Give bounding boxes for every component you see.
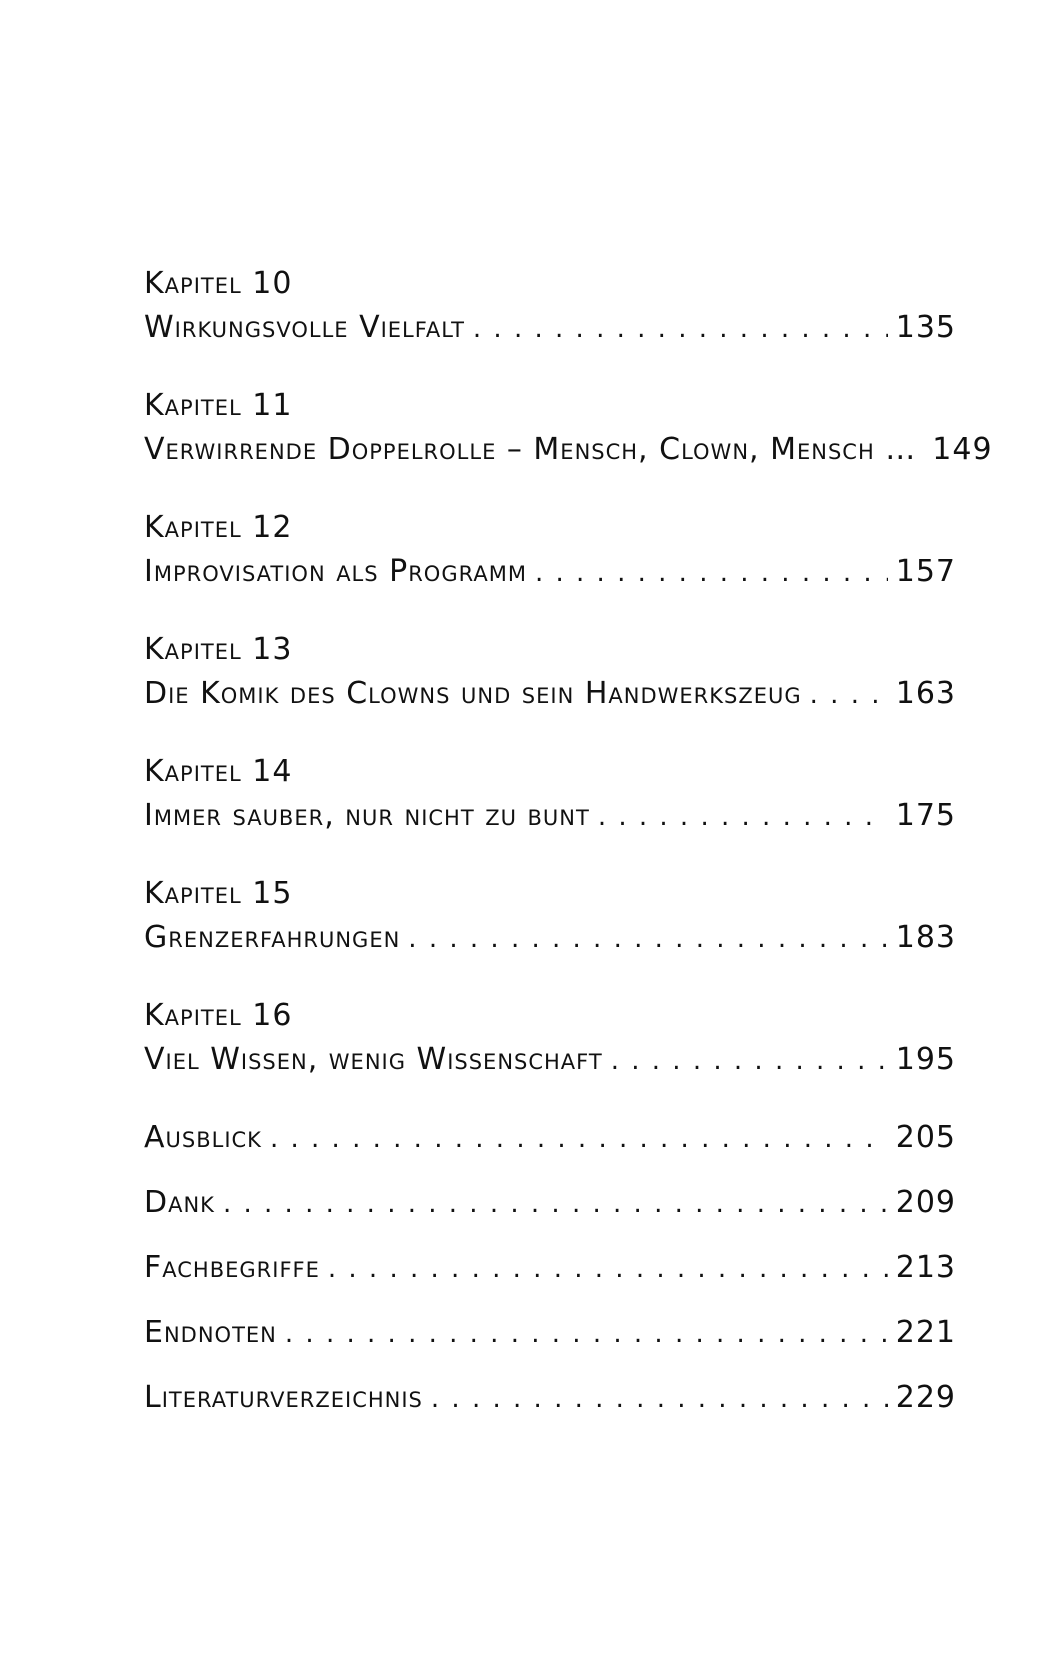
entry-page-number: 163 <box>895 676 956 711</box>
table-of-contents <box>144 262 993 1441</box>
dot-leader <box>285 1312 888 1356</box>
toc-entry-dank <box>144 1181 956 1226</box>
toc-chapter-13 <box>144 628 956 717</box>
chapter-label: Kapitel 15 <box>144 876 293 911</box>
entry-page-number: 149 <box>932 432 993 467</box>
toc-chapter-15 <box>144 872 956 961</box>
toc-entry-endnoten <box>144 1311 956 1356</box>
toc-entry <box>144 550 956 595</box>
dot-leader <box>598 795 888 839</box>
entry-title: Endnoten <box>144 1315 277 1350</box>
entry-title: Wirkungsvolle Vielfalt <box>144 310 465 345</box>
chapter-label: Kapitel 10 <box>144 266 293 301</box>
entry-title: Immer sauber, nur nicht zu bunt <box>144 798 590 833</box>
toc-entry <box>144 428 993 473</box>
chapter-label: Kapitel 13 <box>144 632 293 667</box>
chapter-label: Kapitel 11 <box>144 388 293 423</box>
entry-page-number: 209 <box>895 1185 956 1220</box>
dot-leader <box>611 1039 888 1083</box>
dot-leader <box>223 1182 888 1226</box>
entry-page-number: 183 <box>895 920 956 955</box>
toc-chapter-14 <box>144 750 956 839</box>
chapter-label: Kapitel 12 <box>144 510 293 545</box>
toc-entry-fachbegriffe <box>144 1246 956 1291</box>
entry-page-number: 229 <box>895 1380 956 1415</box>
entry-page-number: 195 <box>895 1042 956 1077</box>
dot-leader <box>810 673 888 717</box>
entry-title: Die Komik des Clowns und sein Handwerkszeug <box>144 676 802 711</box>
dot-leader <box>535 551 888 595</box>
dot-leader <box>431 1377 888 1421</box>
entry-title: Ausblick <box>144 1120 262 1155</box>
dot-leader <box>408 917 887 961</box>
toc-entry <box>144 794 956 839</box>
entry-title: Viel Wissen, wenig Wissenschaft <box>144 1042 603 1077</box>
entry-title: Dank <box>144 1185 215 1220</box>
entry-title: Verwirrende Doppelrolle – Mensch, Clown, Mensch … <box>144 432 917 467</box>
dot-leader <box>270 1117 888 1161</box>
toc-entry <box>144 1038 956 1083</box>
entry-title: Fachbegriffe <box>144 1250 320 1285</box>
toc-chapter-10 <box>144 262 956 351</box>
toc-chapter-16 <box>144 994 956 1083</box>
toc-entry <box>144 306 956 351</box>
entry-page-number: 135 <box>895 310 956 345</box>
chapter-label: Kapitel 14 <box>144 754 293 789</box>
entry-title: Improvisation als Programm <box>144 554 527 589</box>
entry-page-number: 221 <box>895 1315 956 1350</box>
toc-chapter-12 <box>144 506 956 595</box>
toc-chapter-11 <box>144 384 993 473</box>
toc-entry <box>144 916 956 961</box>
entry-page-number: 175 <box>895 798 956 833</box>
toc-entry <box>144 672 956 717</box>
entry-page-number: 205 <box>895 1120 956 1155</box>
entry-page-number: 157 <box>895 554 956 589</box>
entry-title: Literaturverzeichnis <box>144 1380 423 1415</box>
chapter-label: Kapitel 16 <box>144 998 293 1033</box>
dot-leader <box>328 1247 888 1291</box>
entry-title: Grenzerfahrungen <box>144 920 401 955</box>
toc-entry-literaturverzeichnis <box>144 1376 956 1421</box>
toc-entry-ausblick <box>144 1116 956 1161</box>
entry-page-number: 213 <box>895 1250 956 1285</box>
dot-leader <box>473 307 888 351</box>
